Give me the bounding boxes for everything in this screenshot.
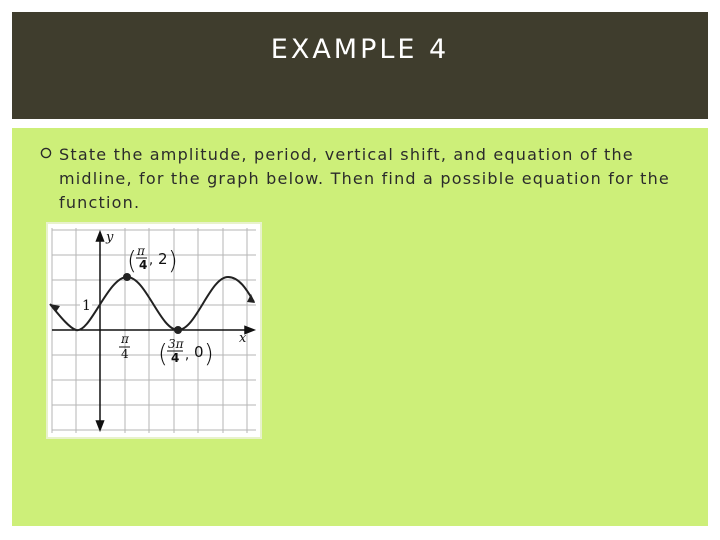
svg-text:,: , bbox=[149, 253, 154, 268]
y-tick-label: 1 bbox=[82, 298, 91, 314]
max-point-y: 2 bbox=[158, 250, 168, 268]
svg-text:): ) bbox=[168, 246, 178, 275]
min-point-den: 4 bbox=[171, 351, 180, 365]
max-point-den: 4 bbox=[139, 258, 148, 272]
svg-text:(: ( bbox=[158, 339, 168, 368]
x-tick-den: 4 bbox=[121, 347, 129, 361]
svg-text:(: ( bbox=[127, 246, 137, 275]
x-tick-pi: π bbox=[121, 332, 129, 346]
graph-image bbox=[46, 222, 262, 439]
y-axis bbox=[97, 232, 104, 430]
max-point-num: π bbox=[137, 244, 145, 258]
x-axis-label: x bbox=[239, 331, 247, 346]
min-point-marker bbox=[174, 326, 182, 334]
slide-header bbox=[12, 12, 708, 119]
slide-title: EXAMPLE 4 bbox=[270, 34, 450, 65]
min-point-num: 3π bbox=[168, 337, 184, 351]
max-point-label bbox=[127, 244, 178, 275]
svg-text:): ) bbox=[204, 339, 214, 368]
bullet-text: State the amplitude, period, vertical shift, and equation of the midline, for the graph below. Then find a possible equation for the function. bbox=[59, 145, 670, 212]
sine-graph bbox=[48, 224, 260, 437]
bullet-item bbox=[42, 143, 692, 215]
curve-right-arrow bbox=[247, 294, 255, 303]
min-point-label bbox=[158, 337, 214, 368]
min-point-y: 0 bbox=[194, 343, 204, 361]
hollow-circle-bullet-icon bbox=[40, 147, 52, 159]
svg-text:,: , bbox=[185, 348, 190, 363]
y-axis-label: y bbox=[106, 230, 114, 245]
